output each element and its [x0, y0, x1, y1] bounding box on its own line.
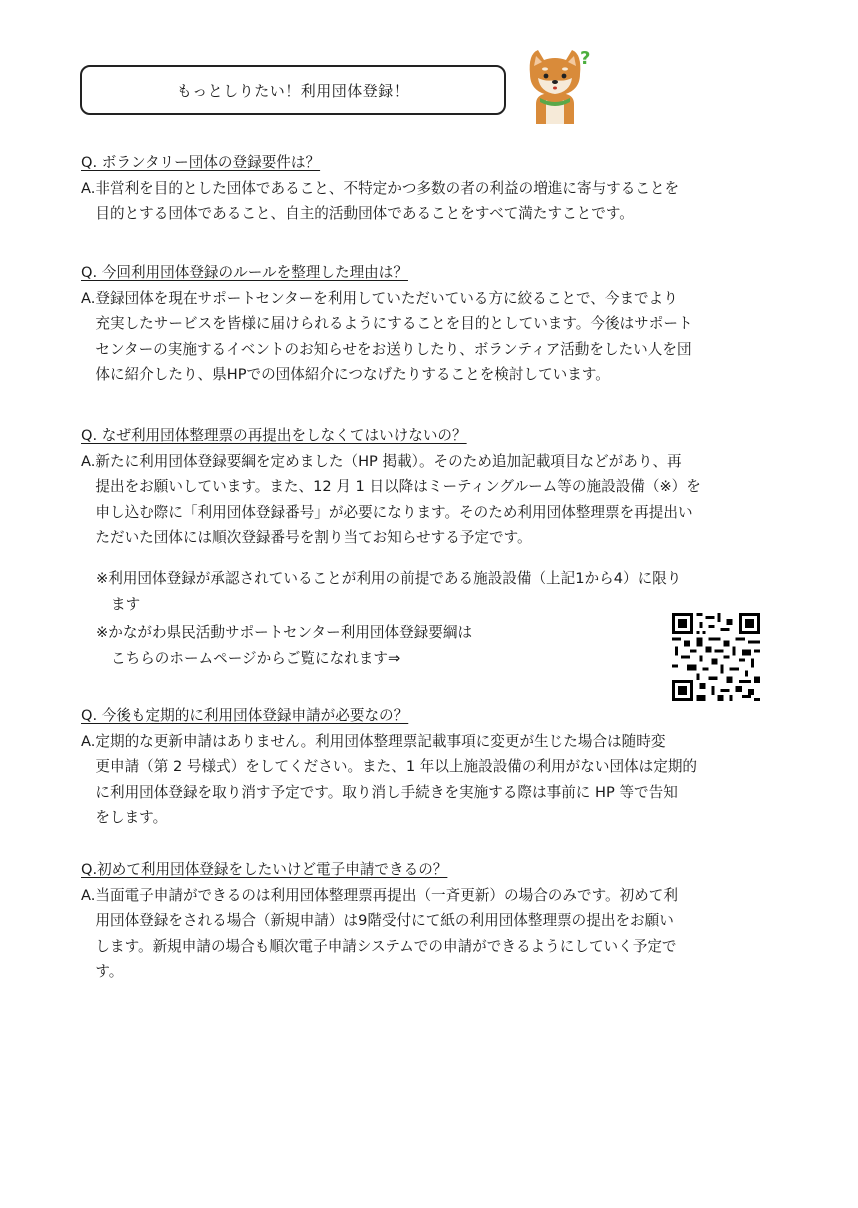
answer-prefix: A.: [81, 452, 96, 470]
answer-line: 更申請（第 2 号様式）をしてください。また、1 年以上施設設備の利用がない団体は定期的: [95, 758, 698, 775]
answer-line: 非営利を目的とした団体であること、不特定かつ多数の者の利益の増進に寄与することを: [95, 179, 680, 197]
answer-line: センターの実施するイベントのお知らせをお送りしたり、ボランティア活動をしたい人を団: [95, 340, 692, 358]
answer-line: 定期的な更新申請はありません。利用団体整理票記載事項に変更が生じた場合は随時変: [95, 732, 666, 750]
question-5: Q.初めて利用団体登録をしたいけど電子申請できるの？: [81, 861, 448, 878]
page-title-box: [80, 65, 506, 115]
qa-item-1: [81, 150, 780, 227]
answer-line: 充実したサービスを皆様に届けられるようにすることを目的としています。今後はサポート: [95, 315, 693, 332]
answer-line: 提出をお願いしています。また、12 月 1 日以降はミーティングルーム等の施設設備（※）を: [95, 478, 701, 495]
shiba-dog-question-icon: [518, 44, 594, 126]
note-line: こちらのホームページからご覧になれます⇒: [111, 650, 401, 667]
answer-prefix: A.: [81, 179, 96, 197]
question-3: Q. なぜ利用団体整理票の再提出をしなくてはいけないの？: [81, 427, 467, 444]
qa-item-3: [81, 423, 780, 551]
qr-code-icon[interactable]: [672, 613, 760, 701]
answer-line: に利用団体登録を取り消す予定です。取り消し手続きを実施する際は事前に HP 等で告知: [95, 783, 678, 801]
question-1: Q. ボランタリー団体の登録要件は？: [81, 154, 321, 171]
answer-prefix: A.: [81, 289, 96, 307]
question-4: Q. 今後も定期的に利用団体登録申請が必要なの？: [81, 707, 409, 724]
answer-line: をします。: [95, 809, 168, 826]
answer-4: [81, 729, 780, 831]
answer-2: [81, 286, 780, 388]
answer-line: 体に紹介したり、県HPでの団体紹介につなげたりすることを検討しています。: [95, 366, 610, 383]
qa-item-5: [81, 857, 780, 985]
answer-line: 目的とする団体であること、自主的活動団体であることをすべて満たすことです。: [95, 205, 634, 222]
answer-line: 当面電子申請ができるのは利用団体整理票再提出（一斉更新）の場合のみです。初めて利: [95, 886, 678, 904]
answer-line: 登録団体を現在サポートセンターを利用していただいている方に絞ることで、今までより: [95, 289, 678, 307]
note-line: ※かながわ県民活動サポートセンター利用団体登録要綱は: [96, 624, 473, 641]
qa-item-4: [81, 703, 780, 831]
answer-line: 申し込む際に「利用団体登録番号」が必要になります。そのため利用団体整理票を再提出い: [95, 503, 693, 521]
answer-line: 用団体登録をされる場合（新規申請）は9階受付にて紙の利用団体整理票の提出をお願い: [95, 912, 674, 929]
answer-prefix: A.: [81, 886, 96, 904]
answer-3: [81, 449, 780, 551]
answer-line: す。: [95, 963, 124, 980]
svg-text:?: ?: [580, 48, 591, 69]
answer-line: 新たに利用団体登録要綱を定めました（HP 掲載）。そのため追加記載項目などがあり、再: [95, 452, 682, 470]
answer-prefix: A.: [81, 732, 96, 750]
page-title: もっとしりたい！利用団体登録！: [176, 81, 410, 100]
answer-5: [81, 883, 780, 985]
answer-1: [81, 176, 780, 227]
note-line: ※利用団体登録が承認されていることが利用の前提である施設設備（上記1から4）に限り: [96, 570, 682, 587]
answer-line: ただいた団体には順次登録番号を割り当てお知らせする予定です。: [95, 529, 532, 546]
answer-line: します。新規申請の場合も順次電子申請システムでの申請ができるようにしていく予定で: [95, 937, 677, 955]
question-2: Q. 今回利用団体登録のルールを整理した理由は？: [81, 264, 408, 281]
note-line: ます: [111, 596, 141, 613]
qa-item-2: [81, 260, 780, 388]
